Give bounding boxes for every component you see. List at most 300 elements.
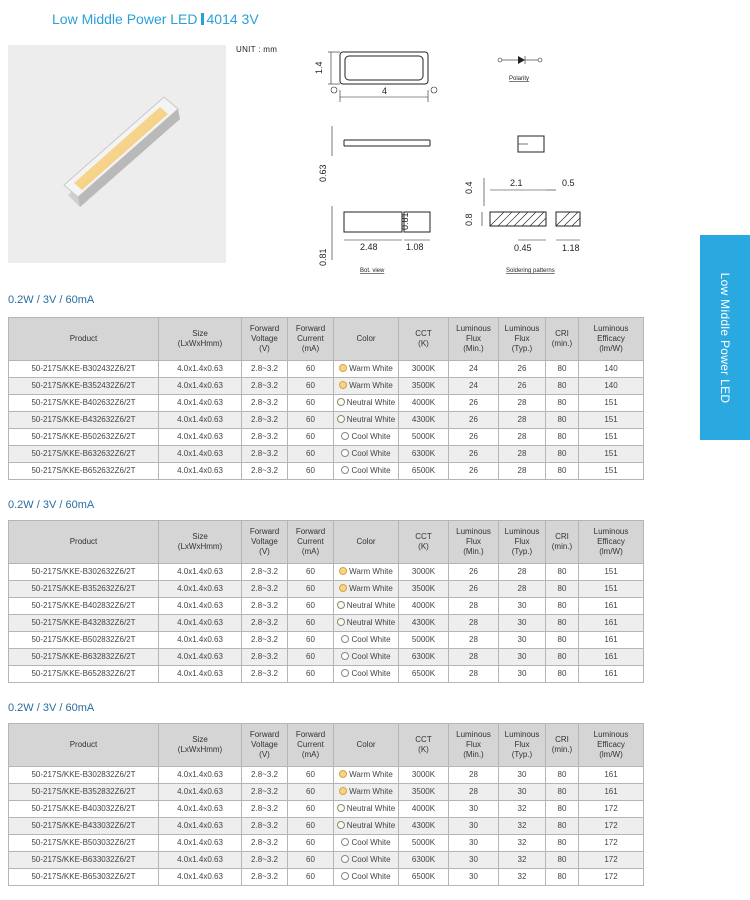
color-label: Cool White (351, 652, 391, 661)
table-cell: 80 (546, 581, 579, 598)
table-cell: 4000K (399, 801, 449, 818)
table-cell: 28 (449, 784, 499, 801)
color-label: Warm White (349, 770, 393, 779)
table-cell: 80 (546, 598, 579, 615)
table-cell: 4.0x1.4x0.63 (159, 632, 242, 649)
table-cell (334, 395, 399, 412)
table-cell: 6500K (399, 463, 449, 480)
table-header-row (9, 521, 644, 564)
table-cell (334, 852, 399, 869)
table-cell (334, 784, 399, 801)
table-row (9, 378, 644, 395)
table-cell: 30 (499, 598, 546, 615)
color-swatch-icon (339, 770, 347, 778)
table-cell: 80 (546, 767, 579, 784)
table-cell: 2.8~3.2 (242, 835, 288, 852)
table-cell: 60 (288, 818, 334, 835)
table-cell: 3500K (399, 581, 449, 598)
pin-plus-icon (431, 87, 437, 93)
column-header: CRI (min.) (546, 521, 579, 564)
table-cell: 80 (546, 412, 579, 429)
table-cell: 140 (579, 361, 644, 378)
side-view-outline (332, 126, 430, 156)
table-cell: 26 (449, 564, 499, 581)
dim-108: 1.08 (406, 242, 424, 252)
column-header: Luminous Efficacy (lm/W) (579, 318, 644, 361)
table-cell: 50-217S/KKE-B432632Z6/2T (9, 412, 159, 429)
dimension-drawing (300, 40, 600, 280)
table-cell: 161 (579, 649, 644, 666)
table-cell: 4.0x1.4x0.63 (159, 429, 242, 446)
table-cell: 30 (499, 666, 546, 683)
table-row (9, 818, 644, 835)
table-cell: 4000K (399, 598, 449, 615)
table-cell: 6500K (399, 869, 449, 886)
table-cell: 28 (499, 429, 546, 446)
column-header: Product (9, 318, 159, 361)
table-cell: 4.0x1.4x0.63 (159, 818, 242, 835)
table-cell: 26 (449, 463, 499, 480)
table-cell: 172 (579, 852, 644, 869)
table-cell: 80 (546, 666, 579, 683)
table-cell: 80 (546, 564, 579, 581)
color-swatch-icon (339, 381, 347, 389)
table-cell: 26 (499, 378, 546, 395)
color-label: Neutral White (346, 398, 396, 407)
color-label: Neutral White (346, 804, 396, 813)
table-cell: 50-217S/KKE-B652632Z6/2T (9, 463, 159, 480)
table-cell: 151 (579, 581, 644, 598)
table-cell: 60 (288, 649, 334, 666)
column-header: Luminous Flux (Typ.) (499, 521, 546, 564)
table-cell (334, 801, 399, 818)
color-swatch-icon (341, 669, 349, 677)
table-row (9, 463, 644, 480)
table-cell: 60 (288, 632, 334, 649)
color-label: Cool White (351, 855, 391, 864)
table-cell: 2.8~3.2 (242, 801, 288, 818)
table-cell (334, 412, 399, 429)
table-cell: 24 (449, 378, 499, 395)
table-cell: 26 (499, 361, 546, 378)
table-cell: 26 (449, 446, 499, 463)
section-title: 0.2W / 3V / 60mA (8, 294, 95, 306)
table-cell: 30 (449, 852, 499, 869)
table-row (9, 615, 644, 632)
dim-05: 0.5 (562, 178, 575, 188)
table-cell: 172 (579, 869, 644, 886)
table-cell: 80 (546, 835, 579, 852)
table-cell: 50-217S/KKE-B633032Z6/2T (9, 852, 159, 869)
column-header: Luminous Flux (Typ.) (499, 724, 546, 767)
table-cell: 80 (546, 784, 579, 801)
color-label: Cool White (351, 466, 391, 475)
table-cell: 4.0x1.4x0.63 (159, 767, 242, 784)
column-header: Luminous Efficacy (lm/W) (579, 521, 644, 564)
side-tab (700, 235, 750, 440)
table-cell: 26 (449, 429, 499, 446)
table-cell: 50-217S/KKE-B632632Z6/2T (9, 446, 159, 463)
table-cell: 50-217S/KKE-B402832Z6/2T (9, 598, 159, 615)
table-row (9, 564, 644, 581)
color-swatch-icon (337, 821, 345, 829)
table-cell: 172 (579, 818, 644, 835)
table-cell: 60 (288, 767, 334, 784)
color-swatch-icon (339, 787, 347, 795)
table-cell: 4.0x1.4x0.63 (159, 395, 242, 412)
table-cell: 151 (579, 429, 644, 446)
table-cell: 161 (579, 598, 644, 615)
table-cell: 4.0x1.4x0.63 (159, 564, 242, 581)
table-cell: 6500K (399, 666, 449, 683)
table-cell: 4.0x1.4x0.63 (159, 378, 242, 395)
color-swatch-icon (339, 584, 347, 592)
table-cell: 4300K (399, 412, 449, 429)
table-cell (334, 835, 399, 852)
column-header: Size (LxWxHmm) (159, 318, 242, 361)
table-row (9, 446, 644, 463)
table-cell (334, 429, 399, 446)
table-cell: 5000K (399, 429, 449, 446)
table-header-row (9, 724, 644, 767)
table-cell: 2.8~3.2 (242, 598, 288, 615)
table-cell: 2.8~3.2 (242, 581, 288, 598)
table-row (9, 801, 644, 818)
color-swatch-icon (339, 364, 347, 372)
section-title: 0.2W / 3V / 60mA (8, 702, 95, 714)
table-cell: 2.8~3.2 (242, 666, 288, 683)
header-title-left: Low Middle Power LED (52, 11, 198, 27)
table-row (9, 649, 644, 666)
column-header: Luminous Flux (Min.) (449, 724, 499, 767)
table-row (9, 598, 644, 615)
color-label: Neutral White (346, 821, 396, 830)
table-cell: 50-217S/KKE-B403032Z6/2T (9, 801, 159, 818)
table-row (9, 429, 644, 446)
color-swatch-icon (341, 838, 349, 846)
table-cell: 172 (579, 801, 644, 818)
color-label: Neutral White (346, 601, 396, 610)
table-cell: 161 (579, 666, 644, 683)
table-cell: 60 (288, 801, 334, 818)
color-swatch-icon (337, 398, 345, 406)
table-cell: 50-217S/KKE-B352832Z6/2T (9, 784, 159, 801)
table-cell: 32 (499, 801, 546, 818)
table-cell: 60 (288, 581, 334, 598)
table-cell: 60 (288, 869, 334, 886)
table-header-row (9, 318, 644, 361)
table-cell: 30 (499, 784, 546, 801)
table-cell: 2.8~3.2 (242, 564, 288, 581)
column-header: Luminous Efficacy (lm/W) (579, 724, 644, 767)
table-cell: 60 (288, 835, 334, 852)
column-header: Forward Current (mA) (288, 521, 334, 564)
table-cell: 50-217S/KKE-B503032Z6/2T (9, 835, 159, 852)
table-cell (334, 767, 399, 784)
dim-width-4: 4 (382, 86, 388, 96)
table-cell: 4.0x1.4x0.63 (159, 463, 242, 480)
table-cell: 3000K (399, 361, 449, 378)
column-header: Color (334, 521, 399, 564)
table-cell: 26 (449, 395, 499, 412)
dim-21: 2.1 (510, 178, 523, 188)
column-header: Size (LxWxHmm) (159, 724, 242, 767)
header-separator (201, 13, 204, 25)
table-cell: 60 (288, 852, 334, 869)
header-title-right: 4014 3V (206, 11, 259, 27)
table-cell: 3000K (399, 564, 449, 581)
table-cell: 60 (288, 395, 334, 412)
table-cell: 50-217S/KKE-B432832Z6/2T (9, 615, 159, 632)
table-row (9, 395, 644, 412)
table-cell: 60 (288, 463, 334, 480)
color-label: Neutral White (346, 415, 396, 424)
table-row (9, 784, 644, 801)
table-cell: 50-217S/KKE-B652832Z6/2T (9, 666, 159, 683)
table-cell: 28 (499, 412, 546, 429)
color-label: Cool White (351, 872, 391, 881)
table-cell: 30 (499, 632, 546, 649)
table-row (9, 581, 644, 598)
table-cell: 80 (546, 395, 579, 412)
color-label: Warm White (349, 364, 393, 373)
led-chip-image (8, 45, 226, 263)
table-cell: 32 (499, 818, 546, 835)
table-cell: 32 (499, 852, 546, 869)
table-cell: 28 (499, 581, 546, 598)
table-cell: 28 (499, 564, 546, 581)
table-cell: 26 (449, 412, 499, 429)
color-label: Warm White (349, 584, 393, 593)
spec-table (8, 317, 644, 480)
table-cell: 161 (579, 767, 644, 784)
color-label: Cool White (351, 432, 391, 441)
table-cell: 32 (499, 835, 546, 852)
table-cell: 60 (288, 666, 334, 683)
table-cell: 80 (546, 632, 579, 649)
table-cell: 4.0x1.4x0.63 (159, 852, 242, 869)
polarity-diode-icon (498, 56, 542, 64)
table-cell: 60 (288, 378, 334, 395)
table-cell: 80 (546, 378, 579, 395)
color-label: Cool White (351, 449, 391, 458)
column-header: Forward Voltage (V) (242, 724, 288, 767)
table-cell: 26 (449, 581, 499, 598)
table-row (9, 767, 644, 784)
table-cell: 80 (546, 649, 579, 666)
table-cell: 80 (546, 463, 579, 480)
table-cell: 50-217S/KKE-B502632Z6/2T (9, 429, 159, 446)
dim-118: 1.18 (562, 243, 580, 253)
table-cell: 50-217S/KKE-B352432Z6/2T (9, 378, 159, 395)
table-cell: 28 (449, 615, 499, 632)
table-cell: 28 (499, 395, 546, 412)
table-row (9, 361, 644, 378)
dim-height-063: 0.63 (318, 164, 328, 182)
table-cell: 2.8~3.2 (242, 852, 288, 869)
column-header: Forward Current (mA) (288, 318, 334, 361)
led-product-photo (8, 45, 226, 263)
table-cell (334, 463, 399, 480)
column-header: CRI (min.) (546, 724, 579, 767)
table-cell: 2.8~3.2 (242, 767, 288, 784)
color-swatch-icon (341, 449, 349, 457)
color-label: Cool White (351, 838, 391, 847)
table-cell: 2.8~3.2 (242, 395, 288, 412)
table-cell: 2.8~3.2 (242, 378, 288, 395)
table-cell: 2.8~3.2 (242, 632, 288, 649)
table-cell: 28 (499, 446, 546, 463)
table-cell: 6300K (399, 446, 449, 463)
table-cell: 4.0x1.4x0.63 (159, 446, 242, 463)
table-cell (334, 632, 399, 649)
table-cell: 28 (449, 649, 499, 666)
table-cell: 60 (288, 784, 334, 801)
color-swatch-icon (337, 804, 345, 812)
table-cell: 30 (499, 649, 546, 666)
table-cell: 151 (579, 446, 644, 463)
dim-08: 0.8 (464, 213, 474, 226)
color-swatch-icon (339, 567, 347, 575)
table-cell: 161 (579, 784, 644, 801)
table-cell (334, 378, 399, 395)
table-cell: 28 (449, 598, 499, 615)
table-cell: 30 (449, 835, 499, 852)
table-cell: 28 (449, 666, 499, 683)
column-header: CRI (min.) (546, 318, 579, 361)
column-header: Forward Voltage (V) (242, 521, 288, 564)
column-header: Product (9, 521, 159, 564)
table-cell: 28 (499, 463, 546, 480)
table-cell: 4.0x1.4x0.63 (159, 615, 242, 632)
table-cell: 161 (579, 632, 644, 649)
table-cell: 80 (546, 615, 579, 632)
table-cell: 28 (449, 632, 499, 649)
table-cell: 50-217S/KKE-B433032Z6/2T (9, 818, 159, 835)
table-row (9, 666, 644, 683)
table-cell: 30 (499, 767, 546, 784)
section-title: 0.2W / 3V / 60mA (8, 499, 95, 511)
dim-height-14: 1.4 (314, 61, 324, 74)
table-cell: 50-217S/KKE-B653032Z6/2T (9, 869, 159, 886)
table-cell: 50-217S/KKE-B402632Z6/2T (9, 395, 159, 412)
table-cell: 60 (288, 615, 334, 632)
table-row (9, 835, 644, 852)
table-cell (334, 869, 399, 886)
table-cell: 80 (546, 429, 579, 446)
column-header: CCT (K) (399, 724, 449, 767)
table-cell (334, 581, 399, 598)
table-cell: 4.0x1.4x0.63 (159, 666, 242, 683)
dim-081-b: 0.81 (318, 248, 328, 266)
table-cell: 2.8~3.2 (242, 615, 288, 632)
color-swatch-icon (341, 855, 349, 863)
table-cell: 4.0x1.4x0.63 (159, 361, 242, 378)
table-cell: 30 (449, 801, 499, 818)
table-cell (334, 649, 399, 666)
table-cell: 2.8~3.2 (242, 818, 288, 835)
table-cell: 60 (288, 564, 334, 581)
column-header: Color (334, 724, 399, 767)
table-cell: 50-217S/KKE-B632832Z6/2T (9, 649, 159, 666)
soldering-label: Soldering patterns (506, 268, 555, 274)
color-swatch-icon (341, 432, 349, 440)
table-cell: 151 (579, 412, 644, 429)
dim-04: 0.4 (464, 181, 474, 194)
table-cell: 2.8~3.2 (242, 463, 288, 480)
table-cell: 60 (288, 429, 334, 446)
table-cell (334, 361, 399, 378)
color-swatch-icon (337, 618, 345, 626)
color-label: Warm White (349, 381, 393, 390)
table-cell: 80 (546, 852, 579, 869)
table-cell: 161 (579, 615, 644, 632)
dim-081-a: 0.81 (400, 212, 410, 230)
table-cell (334, 564, 399, 581)
column-header: CCT (K) (399, 521, 449, 564)
color-swatch-icon (341, 652, 349, 660)
column-header: Luminous Flux (Typ.) (499, 318, 546, 361)
spec-table (8, 520, 644, 683)
table-cell: 2.8~3.2 (242, 869, 288, 886)
table-cell: 50-217S/KKE-B352632Z6/2T (9, 581, 159, 598)
table-cell: 50-217S/KKE-B302432Z6/2T (9, 361, 159, 378)
table-cell: 172 (579, 835, 644, 852)
pin-minus-icon (331, 87, 337, 93)
color-label: Neutral White (346, 618, 396, 627)
table-cell (334, 446, 399, 463)
column-header: Color (334, 318, 399, 361)
table-cell: 50-217S/KKE-B302632Z6/2T (9, 564, 159, 581)
table-cell: 4.0x1.4x0.63 (159, 801, 242, 818)
column-header: Forward Voltage (V) (242, 318, 288, 361)
table-cell: 4.0x1.4x0.63 (159, 784, 242, 801)
table-cell: 80 (546, 818, 579, 835)
table-cell: 6300K (399, 852, 449, 869)
table-cell: 80 (546, 446, 579, 463)
column-header: Luminous Flux (Min.) (449, 318, 499, 361)
table-cell: 4.0x1.4x0.63 (159, 412, 242, 429)
table-cell: 2.8~3.2 (242, 412, 288, 429)
table-cell: 2.8~3.2 (242, 429, 288, 446)
table-cell: 30 (449, 869, 499, 886)
spec-table (8, 723, 644, 886)
table-cell (334, 818, 399, 835)
table-cell: 28 (449, 767, 499, 784)
table-cell: 3500K (399, 784, 449, 801)
table-cell: 2.8~3.2 (242, 784, 288, 801)
dim-045: 0.45 (514, 243, 532, 253)
color-swatch-icon (341, 466, 349, 474)
table-cell: 50-217S/KKE-B302832Z6/2T (9, 767, 159, 784)
color-swatch-icon (337, 415, 345, 423)
table-cell: 80 (546, 801, 579, 818)
table-cell: 80 (546, 361, 579, 378)
bot-view-label: Bot. view (360, 268, 385, 274)
table-cell: 30 (499, 615, 546, 632)
table-cell: 151 (579, 463, 644, 480)
page-header (52, 11, 259, 27)
table-cell: 60 (288, 412, 334, 429)
unit-label: UNIT : mm (236, 45, 278, 54)
table-cell: 30 (449, 818, 499, 835)
color-swatch-icon (337, 601, 345, 609)
color-label: Warm White (349, 567, 393, 576)
table-cell: 2.8~3.2 (242, 446, 288, 463)
side-tab-label: Low Middle Power LED (718, 272, 732, 403)
table-row (9, 412, 644, 429)
color-swatch-icon (341, 872, 349, 880)
